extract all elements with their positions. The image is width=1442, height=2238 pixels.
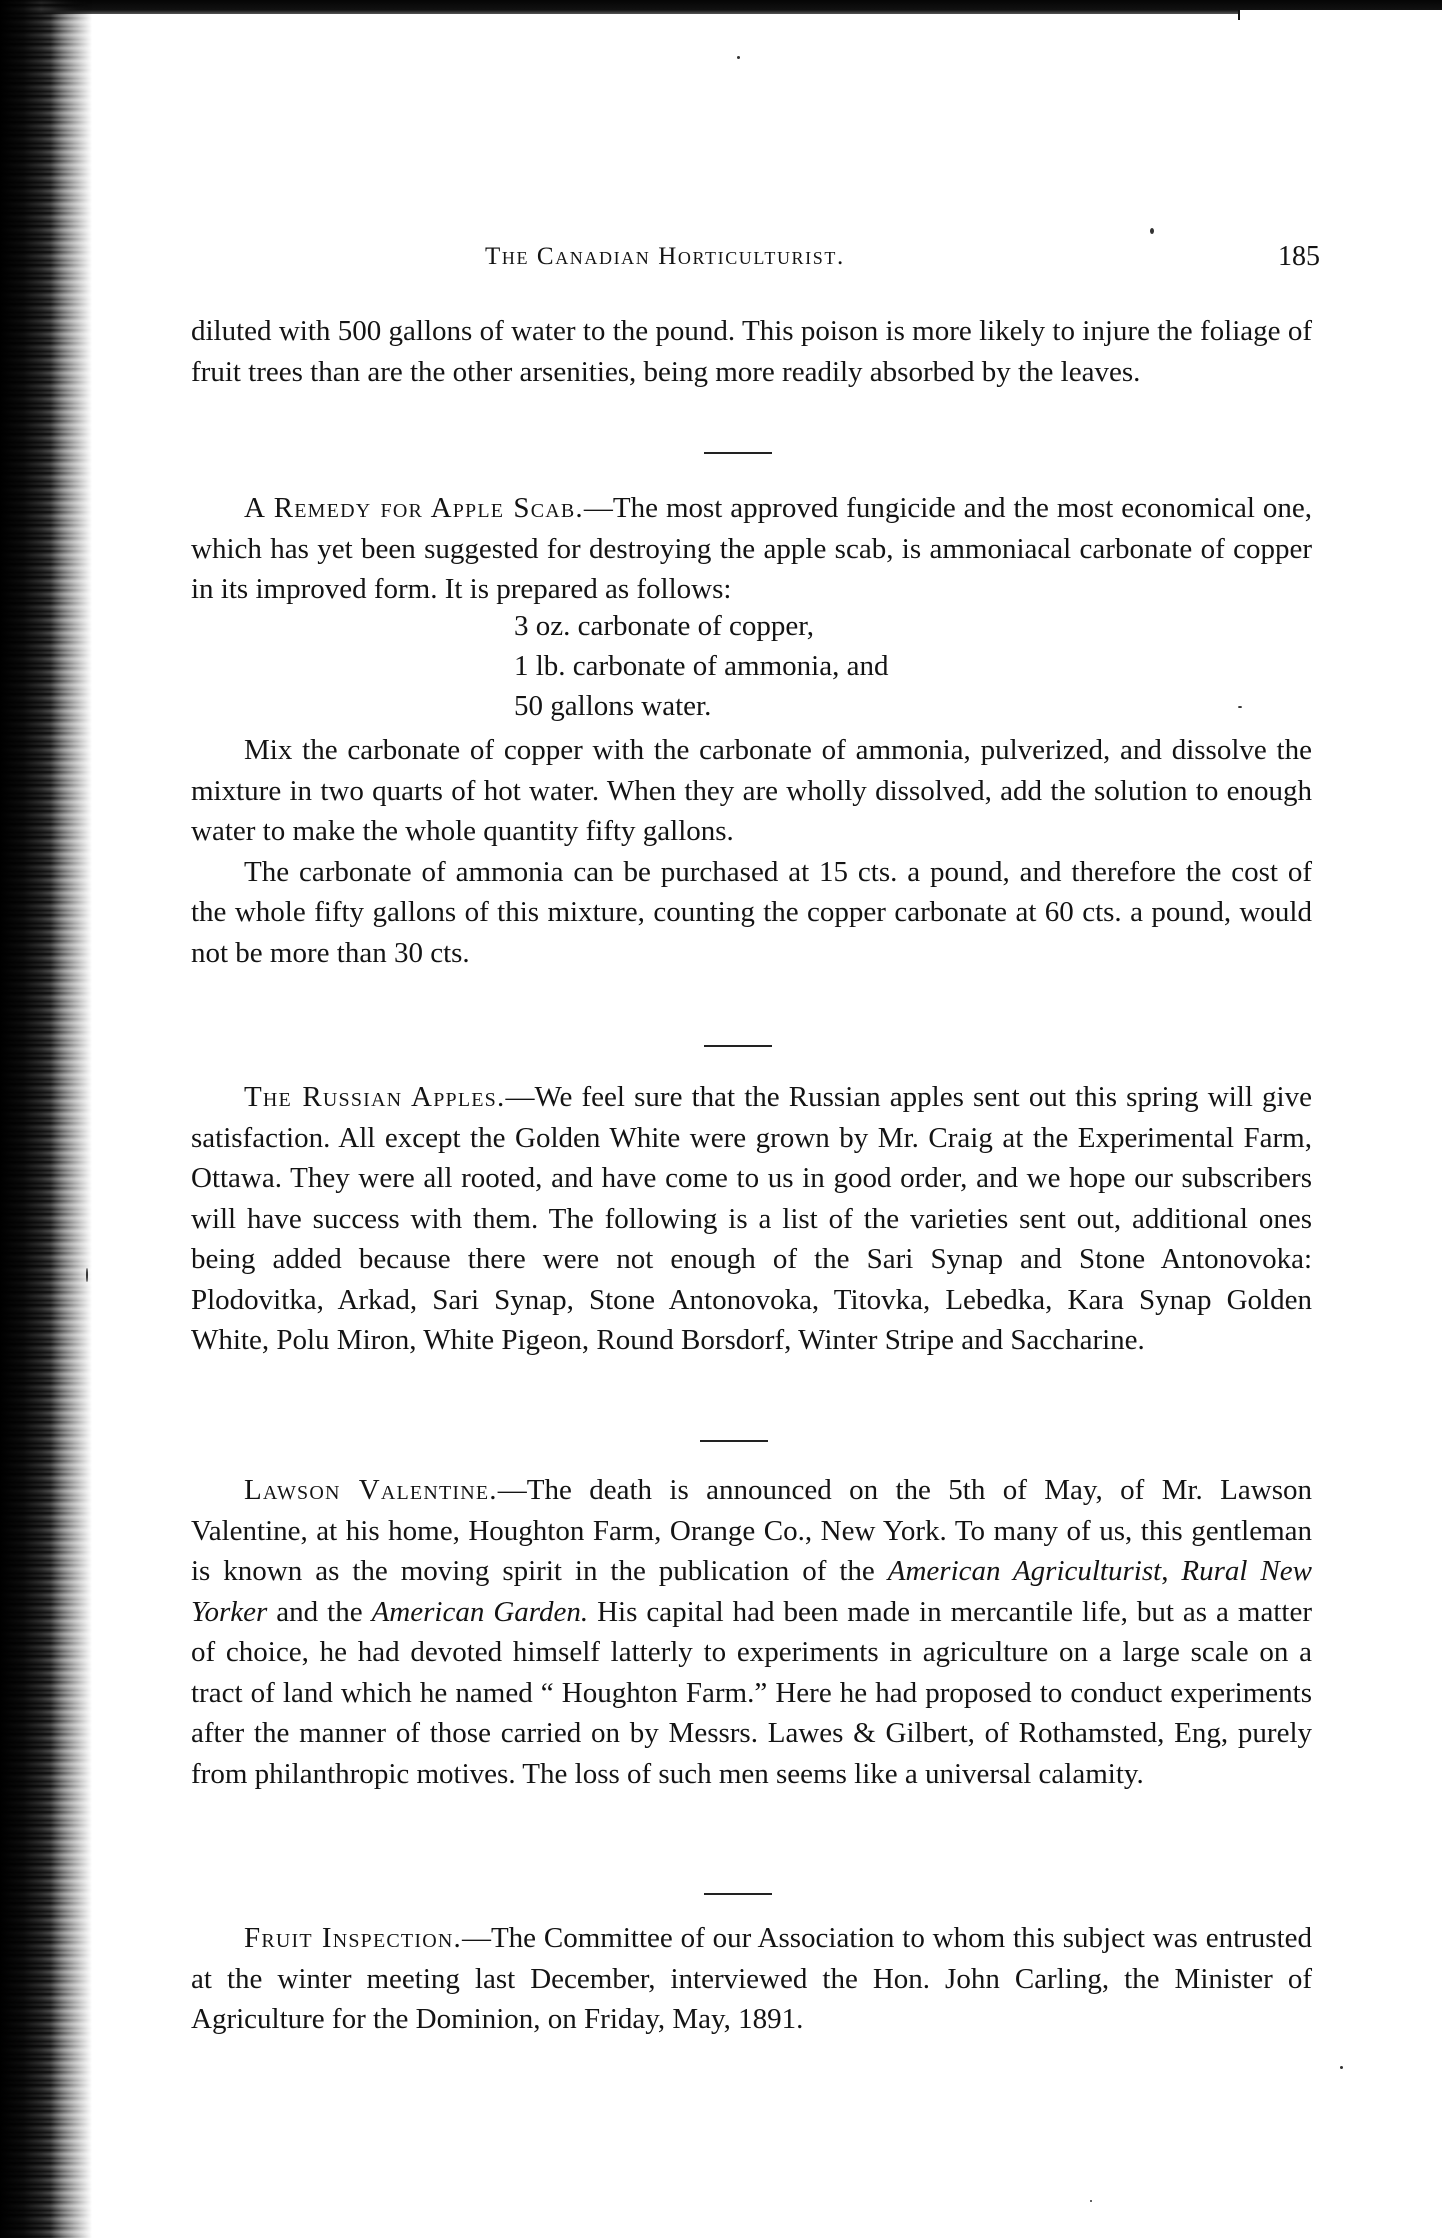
lawson-valentine-paragraph — [191, 1470, 1312, 1794]
scan-binding-shadow — [0, 0, 92, 2238]
recipe-line: 3 oz. carbonate of copper, — [514, 610, 814, 642]
scan-speck — [1238, 706, 1242, 708]
fruit-inspection-section — [191, 1918, 1312, 2040]
fruit-inspection-text: —The Committee of our Association to whom this subject was entrusted at the winter meeting last December, interviewed the Hon. John Carling, the Minister of Agriculture for the Dominion, on Friday, May, 1891. — [191, 1922, 1312, 2035]
lawson-valentine-separator: , — [1161, 1555, 1182, 1587]
intro-text: diluted with 500 gallons of water to the pound. This poison is more likely to injure the foliage of fruit trees than are the other arsenities, being more readily absorbed by the leaves. — [191, 315, 1312, 388]
scan-speck — [1090, 2200, 1092, 2202]
recipe-line: 1 lb. carbonate of ammonia, and — [514, 650, 889, 682]
fruit-inspection-paragraph — [191, 1918, 1312, 2040]
section-divider — [704, 1045, 772, 1047]
lawson-valentine-text-a: —The death is announced on the 5th of May, of Mr. Lawson Valentine, at his home, Houghton Farm, Orange Co., New York. To many of us, this gentleman is known as the moving spirit in the publication of the — [191, 1474, 1312, 1587]
apple-scab-continuation — [191, 730, 1312, 973]
apple-scab-text: —The most approved fungicide and the most economical one, which has yet been suggested for destroying the apple scab, is ammoniacal carbonate of copper in its improved form. It is prepared as follows: — [191, 492, 1312, 605]
lawson-valentine-heading: Lawson Valentine. — [244, 1474, 498, 1506]
running-header — [190, 243, 1320, 283]
recipe-line: 50 gallons water. — [514, 690, 712, 722]
publication-american-agriculturist: American Agriculturist — [887, 1555, 1162, 1587]
scan-speck — [1150, 228, 1154, 234]
scan-speck — [1340, 2066, 1343, 2069]
lawson-valentine-text-b: His capital had been made in mercantile life, but as a matter of choice, he had devoted himself latterly to experiments in agriculture on a large scale on a tract of land which he named “ Houghton Farm.” Here he had proposed to conduct experiments after the manner of those carried on by Messrs. Lawes & Gilbert, of Rothamsted, Eng, purely from philanthropic motives. The loss of such men seems like a universal calamity. — [191, 1595, 1312, 1790]
lawson-valentine-section — [191, 1470, 1312, 1794]
section-divider — [700, 1440, 768, 1442]
scan-speck — [86, 1268, 88, 1282]
russian-apples-text: —We feel sure that the Russian apples sent out this spring will give satisfaction. All except the Golden White were grown by Mr. Craig at the Experimental Farm, Ottawa. They were all rooted, and have come to us in good order, and we hope our subscribers will have success with them. The following is a list of the varieties sent out, additional ones being added because there were not enough of the Sari Synap and Stone Antonovoka: Plodovitka, Arkad, Sari Synap, Stone Antonovoka, Titovka, Lebedka, Kara Synap Golden White, Polu Miron, White Pigeon, Round Borsdorf, Winter Stripe and Saccharine. — [191, 1081, 1312, 1356]
apple-scab-cost-paragraph: The carbonate of ammonia can be purchased at 15 cts. a pound, and therefore the cost of the whole fifty gallons of this mixture, counting the copper carbonate at 60 cts. a pound, would not be more than 30 cts. — [191, 855, 1312, 969]
russian-apples-paragraph — [191, 1077, 1312, 1361]
apple-scab-heading: A Remedy for Apple Scab. — [244, 492, 584, 524]
lawson-valentine-separator: and the — [267, 1595, 372, 1628]
apple-scab-paragraph — [191, 488, 1312, 610]
apple-scab-mix-paragraph: Mix the carbonate of copper with the carbonate of ammonia, pulverized, and dissolve the mixture in two quarts of hot water. When they are wholly dissolved, add the solution to enough water to make the whole quantity fifty gallons. — [191, 734, 1312, 847]
page-number: 185 — [1278, 241, 1320, 272]
fruit-inspection-heading: Fruit Inspection. — [244, 1922, 462, 1954]
russian-apples-heading: The Russian Apples. — [244, 1081, 506, 1113]
section-divider — [704, 452, 772, 454]
scan-top-notch — [1238, 10, 1442, 20]
running-title: The Canadian Horticulturist. — [485, 243, 845, 270]
scan-speck — [737, 56, 740, 59]
publication-american-garden: American Garden. — [371, 1595, 589, 1628]
intro-paragraph — [191, 311, 1312, 392]
scan-top-border — [0, 0, 1442, 14]
apple-scab-section — [191, 488, 1312, 610]
publication-rural-new-yorker: Rural New Yorker — [191, 1555, 1312, 1628]
section-divider — [704, 1893, 772, 1895]
russian-apples-section — [191, 1077, 1312, 1361]
